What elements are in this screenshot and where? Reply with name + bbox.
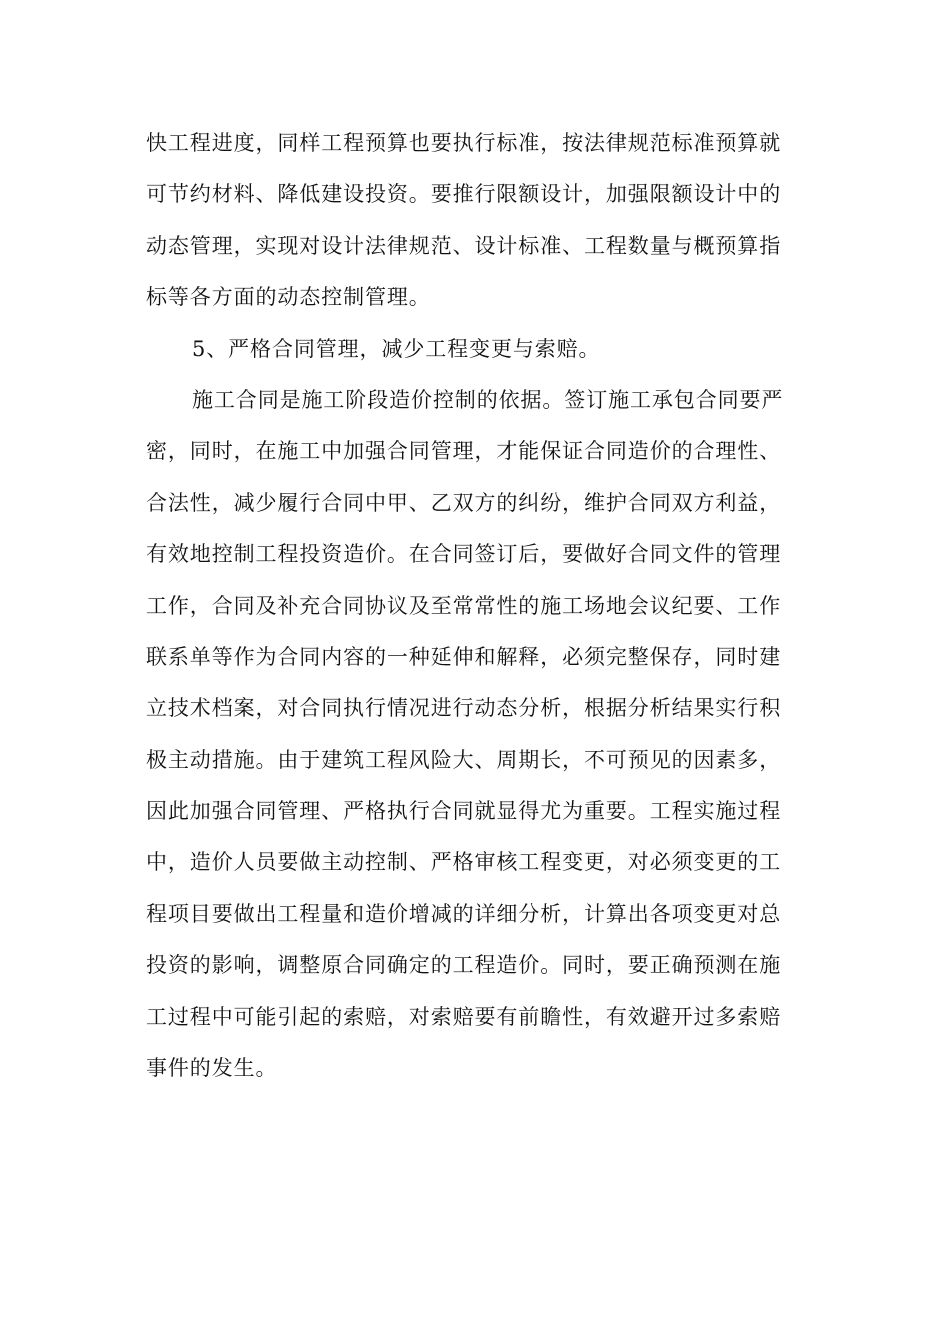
text-line: 投资的影响，调整原合同确定的工程造价。同时，要正确预测在施 xyxy=(146,953,782,978)
document-body xyxy=(146,118,800,1094)
text-line: 可节约材料、降低建设投资。要推行限额设计，加强限额设计中的 xyxy=(146,182,782,207)
text-line: 事件的发生。 xyxy=(146,1056,278,1081)
text-line: 程项目要做出工程量和造价增减的详细分析，计算出各项变更对总 xyxy=(146,901,782,926)
text-line: 有效地控制工程投资造价。在合同签订后，要做好合同文件的管理 xyxy=(146,542,782,567)
text-line: 标等各方面的动态控制管理。 xyxy=(146,285,431,310)
section-heading: 5、严格合同管理，减少工程变更与索赔。 xyxy=(192,336,601,361)
text-line: 工作，合同及补充合同协议及至常常性的施工场地会议纪要、工作 xyxy=(146,593,782,618)
text-line: 因此加强合同管理、严格执行合同就显得尤为重要。工程实施过程 xyxy=(146,799,782,824)
text-line: 动态管理，实现对设计法律规范、设计标准、工程数量与概预算指 xyxy=(146,233,782,258)
text-line: 中，造价人员要做主动控制、严格审核工程变更，对必须变更的工 xyxy=(146,850,782,875)
paragraph-first-line: 施工合同是施工阶段造价控制的依据。签订施工承包合同要严 xyxy=(192,387,784,412)
text-line: 快工程进度，同样工程预算也要执行标准，按法律规范标准预算就 xyxy=(146,131,782,155)
text-line: 合法性，减少履行合同中甲、乙双方的纠纷，维护合同双方利益， xyxy=(146,490,782,515)
text-line: 立技术档案，对合同执行情况进行动态分析，根据分析结果实行积 xyxy=(146,696,782,721)
text-line: 工过程中可能引起的索赔，对索赔要有前瞻性，有效避开过多索赔 xyxy=(146,1004,782,1029)
text-line: 联系单等作为合同内容的一种延伸和解释，必须完整保存，同时建 xyxy=(146,644,782,669)
text-line: 密，同时，在施工中加强合同管理，才能保证合同造价的合理性、 xyxy=(146,439,782,464)
text-line: 极主动措施。由于建筑工程风险大、周期长，不可预见的因素多， xyxy=(146,747,782,772)
